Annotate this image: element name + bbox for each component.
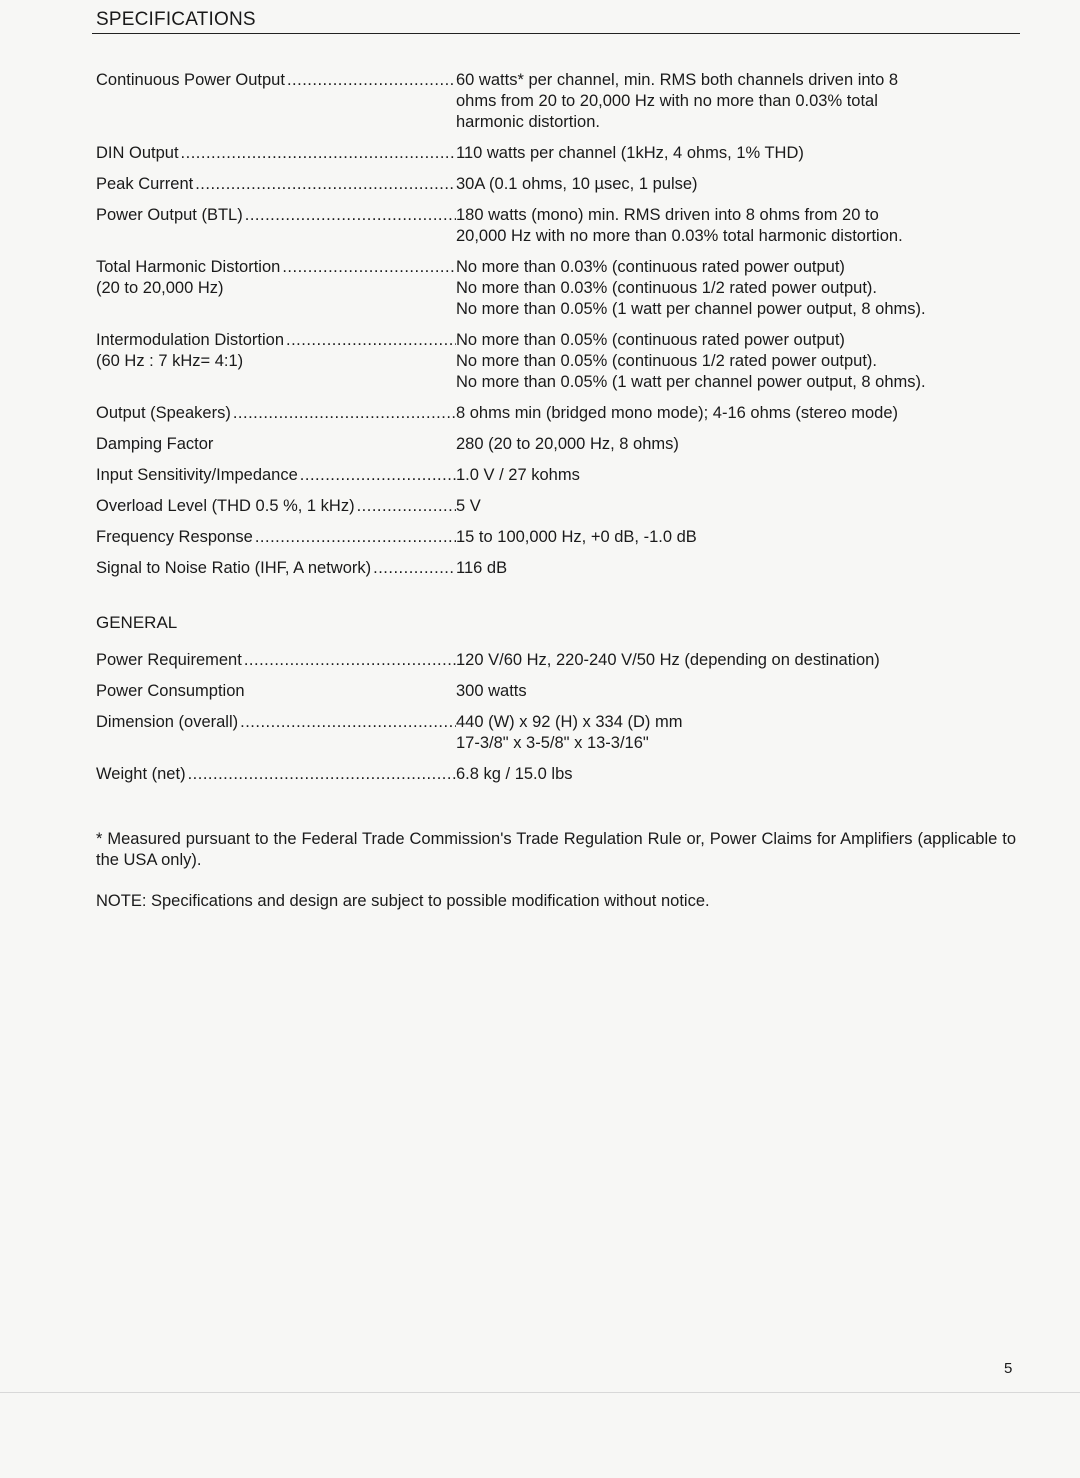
spec-value — [456, 681, 996, 702]
dot-leader — [300, 465, 456, 486]
spec-label-text: Frequency Response — [96, 528, 253, 546]
spec-label-line — [96, 257, 456, 278]
spec-label — [96, 257, 456, 320]
spec-row — [96, 650, 996, 671]
spec-label-text: (60 Hz : 7 kHz= 4:1) — [96, 352, 244, 370]
spec-row — [96, 70, 996, 133]
spec-row — [96, 257, 996, 320]
spec-label — [96, 174, 456, 195]
spec-label-text: Output (Speakers) — [96, 404, 231, 422]
spec-label-line — [96, 330, 456, 351]
spec-row — [96, 764, 996, 785]
page-heading: SPECIFICATIONS — [96, 9, 256, 30]
spec-label — [96, 650, 456, 671]
spec-value — [456, 257, 996, 320]
spec-value-line: 116 dB — [456, 559, 508, 577]
note: NOTE: Specifications and design are subject to possible modification without notice. — [96, 892, 710, 910]
spec-value-line: 15 to 100,000 Hz, +0 dB, -1.0 dB — [456, 528, 697, 546]
spec-label — [96, 403, 456, 424]
dot-leader — [188, 764, 456, 785]
spec-row — [96, 174, 996, 195]
spec-value-line: ohms from 20 to 20,000 Hz with no more than 0.03% total — [456, 92, 878, 110]
spec-value — [456, 558, 996, 579]
spec-label — [96, 764, 456, 785]
spec-value-line: 110 watts per channel (1kHz, 4 ohms, 1% THD) — [456, 144, 804, 162]
spec-row — [96, 712, 996, 754]
spec-value-line: 180 watts (mono) min. RMS driven into 8 ohms from 20 to — [456, 206, 879, 224]
dot-leader — [357, 496, 456, 517]
spec-label-text: DIN Output — [96, 144, 179, 162]
dot-leader — [244, 650, 456, 671]
page-number: 5 — [1004, 1360, 1013, 1377]
dot-leader — [181, 143, 456, 164]
general-specifications-list — [96, 650, 996, 795]
spec-label — [96, 558, 456, 579]
dot-leader — [240, 712, 456, 733]
spec-label-line — [96, 434, 456, 455]
spec-label-line — [96, 403, 456, 424]
spec-value-line: No more than 0.03% (continuous 1/2 rated power output). — [456, 279, 877, 297]
dot-leader — [287, 70, 456, 91]
spec-label-text: Peak Current — [96, 175, 194, 193]
spec-row — [96, 527, 996, 548]
spec-row — [96, 434, 996, 455]
spec-row — [96, 403, 996, 424]
spec-value-line: 30A (0.1 ohms, 10 µsec, 1 pulse) — [456, 175, 698, 193]
spec-value-line: harmonic distortion. — [456, 113, 600, 131]
spec-label-text: Continuous Power Output — [96, 71, 285, 89]
spec-value-line: 1.0 V / 27 kohms — [456, 466, 580, 484]
spec-value — [456, 764, 996, 785]
spec-value — [456, 403, 996, 424]
spec-label — [96, 681, 456, 702]
spec-value — [456, 174, 996, 195]
spec-label — [96, 330, 456, 393]
spec-value — [456, 434, 996, 455]
spec-value-line: 300 watts — [456, 682, 527, 700]
spec-label-line — [96, 527, 456, 548]
spec-label — [96, 712, 456, 754]
spec-label — [96, 205, 456, 247]
spec-value-line: No more than 0.05% (continuous 1/2 rated power output). — [456, 352, 877, 370]
footnote: * Measured pursuant to the Federal Trade Commission's Trade Regulation Rule or, Power Claims for Amplifiers (applicable to the USA only). — [96, 830, 1016, 869]
spec-label-text: Input Sensitivity/Impedance — [96, 466, 298, 484]
spec-value-line: 8 ohms min (bridged mono mode); 4-16 ohms (stereo mode) — [456, 404, 899, 422]
dot-leader — [373, 558, 456, 579]
spec-row — [96, 558, 996, 579]
spec-label-text: Overload Level (THD 0.5 %, 1 kHz) — [96, 497, 355, 515]
spec-value-line: 6.8 kg / 15.0 lbs — [456, 765, 573, 783]
spec-label-text: Intermodulation Distortion — [96, 331, 285, 349]
spec-label — [96, 434, 456, 455]
spec-value — [456, 143, 996, 164]
spec-label — [96, 527, 456, 548]
spec-label — [96, 496, 456, 517]
spec-label-text: Damping Factor — [96, 435, 214, 453]
spec-value-line: No more than 0.05% (1 watt per channel power output, 8 ohms). — [456, 373, 926, 391]
spec-row — [96, 496, 996, 517]
spec-label-line — [96, 496, 456, 517]
spec-value-line: No more than 0.03% (continuous rated power output) — [456, 258, 845, 276]
spec-label-line — [96, 143, 456, 164]
spec-value-line: 17-3/8" x 3-5/8" x 13-3/16" — [456, 734, 649, 752]
spec-label-text: (20 to 20,000 Hz) — [96, 279, 224, 297]
spec-label-line — [96, 465, 456, 486]
spec-label-line — [96, 650, 456, 671]
spec-value-line: No more than 0.05% (1 watt per channel power output, 8 ohms). — [456, 300, 926, 318]
spec-value-line: 5 V — [456, 497, 481, 515]
spec-label-line — [96, 681, 456, 702]
spec-value — [456, 650, 996, 671]
heading-underline — [92, 33, 1020, 34]
spec-value-line: 20,000 Hz with no more than 0.03% total harmonic distortion. — [456, 227, 903, 245]
spec-label-line — [96, 205, 456, 226]
dot-leader — [195, 174, 456, 195]
spec-row — [96, 681, 996, 702]
spec-value — [456, 205, 996, 247]
spec-value — [456, 465, 996, 486]
spec-label-text: Dimension (overall) — [96, 713, 239, 731]
spec-label — [96, 465, 456, 486]
spec-label-line — [96, 351, 456, 372]
dot-leader — [255, 527, 456, 548]
spec-label-line — [96, 764, 456, 785]
spec-label-text: Total Harmonic Distortion — [96, 258, 281, 276]
dot-leader — [282, 257, 456, 278]
dot-leader — [245, 205, 456, 226]
spec-label-text: Weight (net) — [96, 765, 186, 783]
spec-label-text: Power Consumption — [96, 682, 245, 700]
spec-value — [456, 496, 996, 517]
spec-value-line: 280 (20 to 20,000 Hz, 8 ohms) — [456, 435, 679, 453]
spec-label-text: Signal to Noise Ratio (IHF, A network) — [96, 559, 372, 577]
spec-row — [96, 205, 996, 247]
spec-label-text: Power Requirement — [96, 651, 242, 669]
spec-label — [96, 143, 456, 164]
spec-label-text: Power Output (BTL) — [96, 206, 243, 224]
spec-label-line — [96, 174, 456, 195]
spec-value — [456, 330, 996, 393]
general-section-title: GENERAL — [96, 613, 178, 632]
spec-label-line — [96, 278, 456, 299]
dot-leader — [233, 403, 456, 424]
spec-value-line: 440 (W) x 92 (H) x 334 (D) mm — [456, 713, 683, 731]
spec-value — [456, 712, 996, 754]
dot-leader — [286, 330, 456, 351]
spec-label-line — [96, 712, 456, 733]
spec-label-line — [96, 70, 456, 91]
spec-label-line — [96, 558, 456, 579]
spec-value-line: 120 V/60 Hz, 220-240 V/50 Hz (depending on destination) — [456, 651, 880, 669]
spec-row — [96, 465, 996, 486]
specifications-list — [96, 70, 996, 589]
spec-value — [456, 70, 996, 133]
spec-row — [96, 330, 996, 393]
spec-value-line: No more than 0.05% (continuous rated power output) — [456, 331, 845, 349]
spec-row — [96, 143, 996, 164]
page-bottom-edge — [0, 1392, 1080, 1393]
spec-label — [96, 70, 456, 133]
spec-value-line: 60 watts* per channel, min. RMS both channels driven into 8 — [456, 71, 899, 89]
spec-value — [456, 527, 996, 548]
